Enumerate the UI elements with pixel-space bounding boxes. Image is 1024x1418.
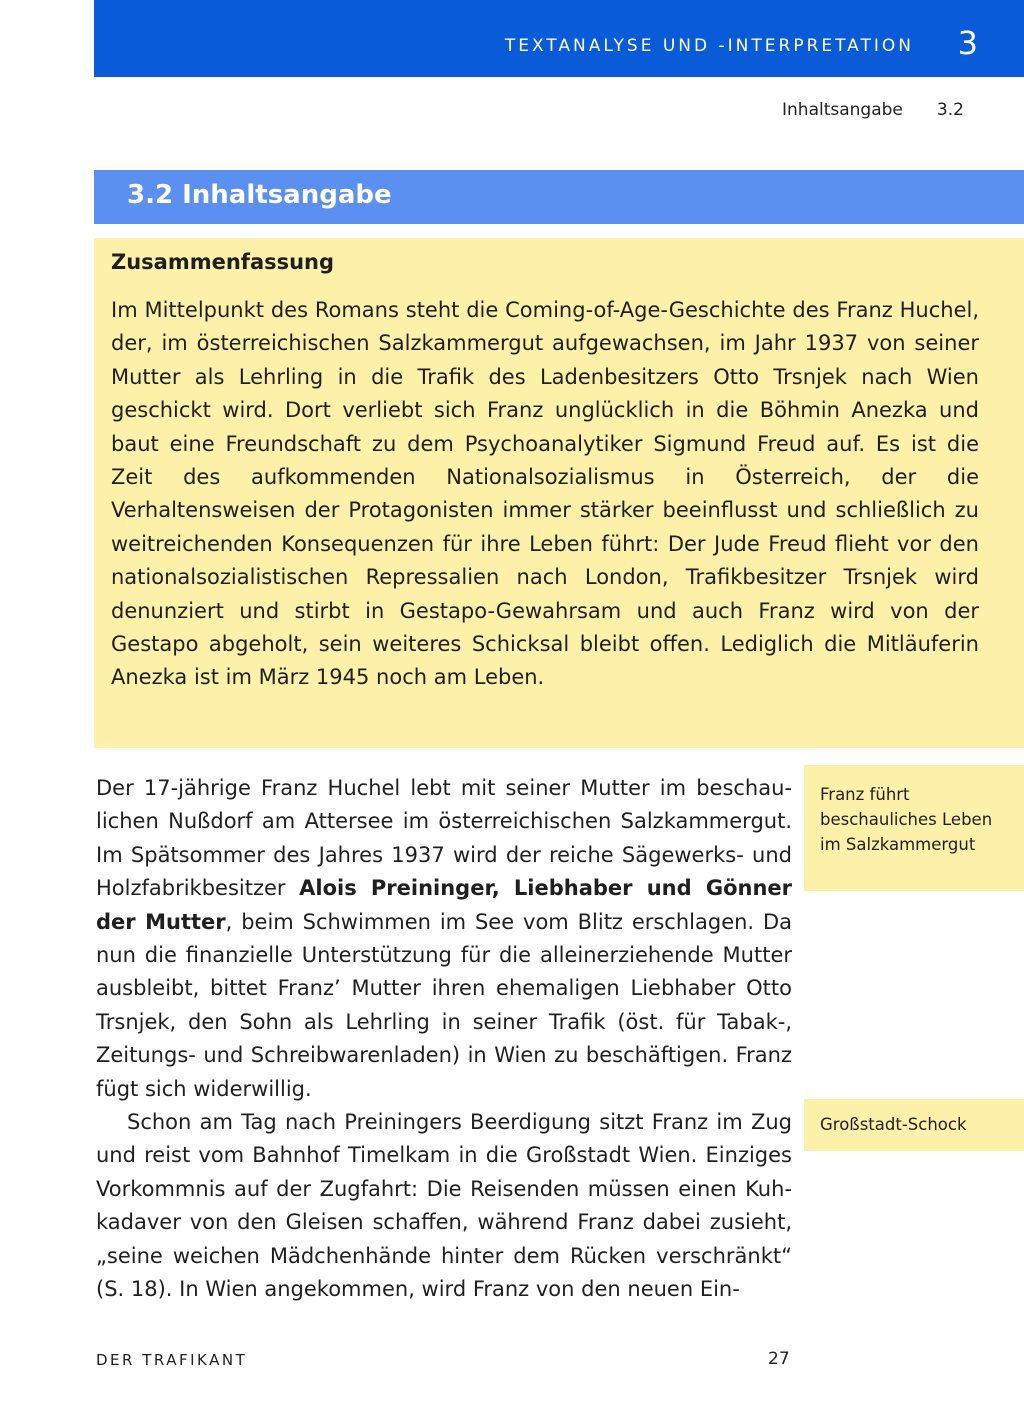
paragraph-1-text-a: Der 17-jährige Franz Huchel lebt mit seiner Mutter im beschaulichen Nußdorf am Attersee im österreichischen Salzkammergut. Im Spätsommer des Jahres 1937 wird der reiche Sägewerks- und Holzfabrikbesitzer [96,776,792,901]
footer-book-title: DER TRAFIKANT [96,1351,248,1369]
chapter-number: 3 [957,24,978,62]
section-title: 3.2 Inhaltsangabe [127,180,392,210]
chapter-header-bar [94,0,1024,77]
running-section: 3.2 [936,100,964,120]
body-paragraph-1 [96,772,792,1106]
running-title: Inhaltsangabe [782,100,903,120]
body-text [96,772,792,1307]
paragraph-1-text-b: , beim Schwimmen im See vom Blitz erschlagen. Da nun die finanzielle Unterstützung für die alleinerziehende Mutter ausbleibt, bittet Franz’ Mutter ihren ehemaligen Liebhaber Otto Trsnjek, den Sohn als Lehrling in seiner Trafik (öst. für Tabak-, Zeitungs- und Schreibwarenladen) in Wien zu beschäftigen. Franz fügt sich widerwillig. [96,909,793,1101]
paragraph-1-bold: Alois Preininger, Liebhaber und Gönner der Mutter [96,876,792,934]
section-header-bar [94,170,1024,224]
chapter-label: TEXTANALYSE UND -INTERPRETATION [504,36,914,56]
margin-note-grossstadt: Großstadt-Schock [804,1099,1024,1151]
summary-box [94,238,1024,748]
margin-note-salzkammergut: Franz führt beschauliches Leben im Salzkammergut [804,765,1024,891]
page-number: 27 [768,1349,790,1369]
summary-heading: Zusammenfassung [111,250,335,274]
running-head [782,100,964,120]
body-paragraph-2: Schon am Tag nach Preiningers Beerdigung sitzt Franz im Zug und reist vom Bahnhof Timelkam in die Großstadt Wien. Einziges Vorkommnis auf der Zugfahrt: Die Reisenden müssen einen Kuhkadaver von den Gleisen schaffen, während Franz dabei zusieht, „seine weichen Mädchenhände hinter dem Rücken verschränkt“ (S. 18). In Wien angekommen, wird Franz von den neuen Ein- [96,1110,792,1302]
summary-text: Im Mittelpunkt des Romans steht die Coming-of-Age-Geschichte des Franz Huchel, der, im österreichischen Salzkammergut aufgewachsen, im Jahr 1937 von seiner Mutter als Lehrling in die Trafik des Ladenbesitzers Otto Trsnjek nach Wien geschickt wird. Dort verliebt sich Franz unglücklich in die Böhmin Anezka und baut eine Freundschaft zu dem Psychoanalytiker Sigmund Freud auf. Es ist die Zeit des aufkommenden Nationalsozialismus in Österreich, der die Verhaltensweisen der Protagonisten immer stärker beeinflusst und schließlich zu weitreichenden Konsequenzen für ihre Leben führt: Der Jude Freud flieht vor den nationalsozialistischen Repressalien nach London, Trafikbesitzer Trsnjek wird denunziert und stirbt in Gestapo-Gewahrsam und auch Franz wird von der Gestapo abgeholt, sein weiteres Schicksal bleibt offen. Lediglich die Mitläuferin Anezka ist im März 1945 noch am Leben. [111,298,979,690]
